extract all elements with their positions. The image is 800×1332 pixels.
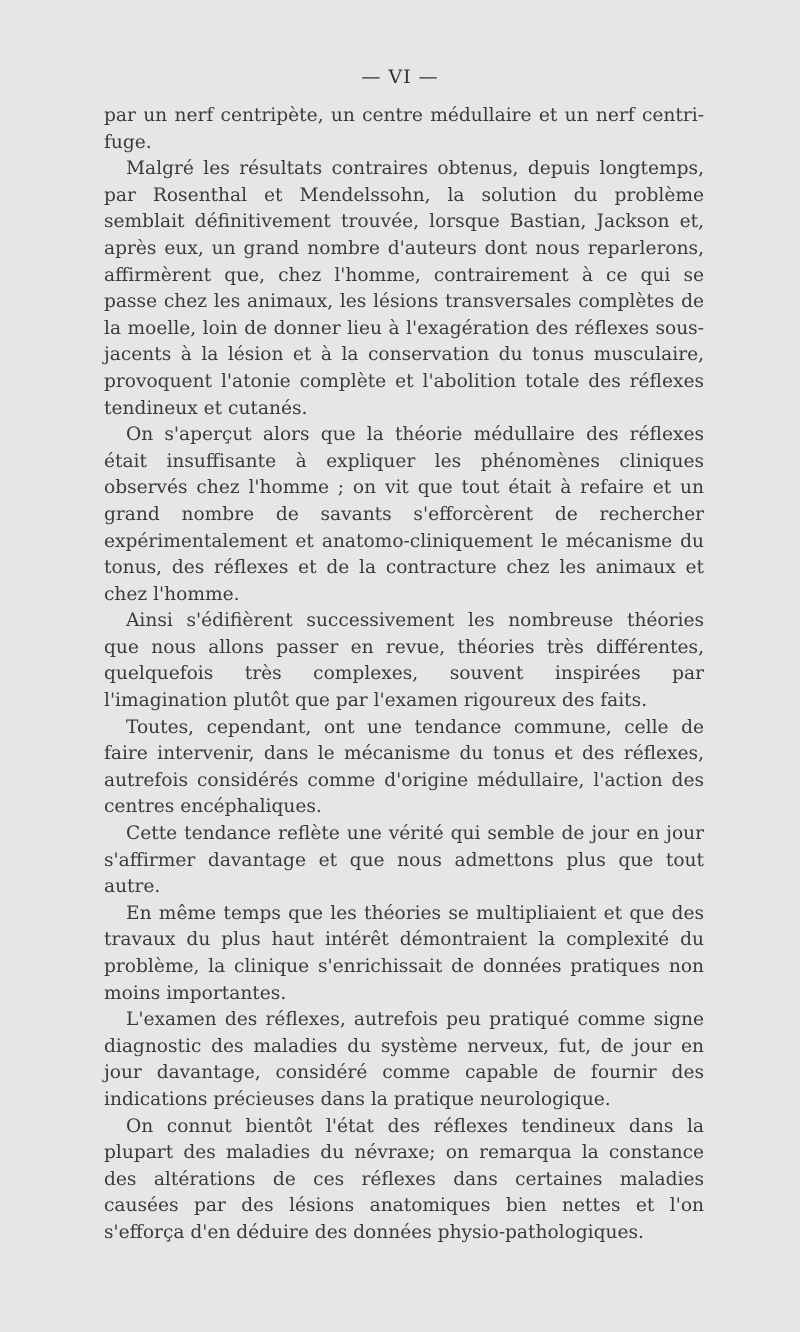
paragraph-8: L'examen des réflexes, autrefois peu pratiqué comme signe diagnostic des maladies du système nerveux, fut, de jour en jour davantage, considéré comme capable de fournir des indications précieuses dans la pratique neurologique.	[104, 1009, 704, 1110]
page-number: — VI —	[361, 66, 439, 88]
paragraph-3: On s'aperçut alors que la théorie médullaire des réflexes était insuffisante à expliquer les phénomènes cliniques observés chez l'homme ; on vit que tout était à refaire et un grand nombre de savants s'efforcèrent de rechercher expérimentalement et anatomo-cliniquement le mécanisme du tonus, des réflexes et de la contracture chez les animaux et chez l'homme.	[104, 424, 704, 605]
paragraph-7: En même temps que les théories se multipliaient et que des travaux du plus haut intérêt démontraient la complexité du problème, la clinique s'enrichissait de données pratiques non moins importantes.	[104, 902, 704, 1004]
paragraph-2: Malgré les résultats contraires obtenus, depuis longtemps, par Rosenthal et Mendelssohn, la solution du problème semblait définitivement trouvée, lorsque Bastian, Jackson et, après eux, un grand nombre d'auteurs dont nous reparlerons, affirmèrent que, chez l'homme, contrairement à ce qui se passe chez les animaux, les lésions transversales complètes de la moelle, loin de donner lieu à l'exagération des réflexes sous-jacents à la lésion et à la conservation du tonus musculaire, provoquent l'atonie complète et l'abolition totale des réflexes tendineux et cutanés.	[104, 158, 704, 419]
paragraph-9: On connut bientôt l'état des réflexes tendineux dans la plupart des maladies du névraxe; on remarqua la constance des altérations de ces réflexes dans certaines maladies causées par des lésions anatomiques bien nettes et l'on s'efforça d'en déduire des données physio-pathologiques.	[104, 1115, 704, 1243]
body-text	[104, 103, 704, 1247]
paragraph-6: Cette tendance reflète une vérité qui semble de jour en jour s'affirmer davantage et que nous admettons plus que tout autre.	[104, 823, 704, 898]
paragraph-4: Ainsi s'édifièrent successivement les nombreuse théories que nous allons passer en revue, théories très différentes, quelquefois très complexes, souvent inspirées par l'imagination plutôt que par l'examen rigoureux des faits.	[104, 610, 704, 712]
paragraph-5: Toutes, cependant, ont une tendance commune, celle de faire intervenir, dans le mécanisme du tonus et des réflexes, autrefois considérés comme d'origine médullaire, l'action des centres encéphaliques.	[104, 716, 704, 818]
paragraph-1: par un nerf centripète, un centre médullaire et un nerf centri-fuge.	[104, 105, 704, 153]
